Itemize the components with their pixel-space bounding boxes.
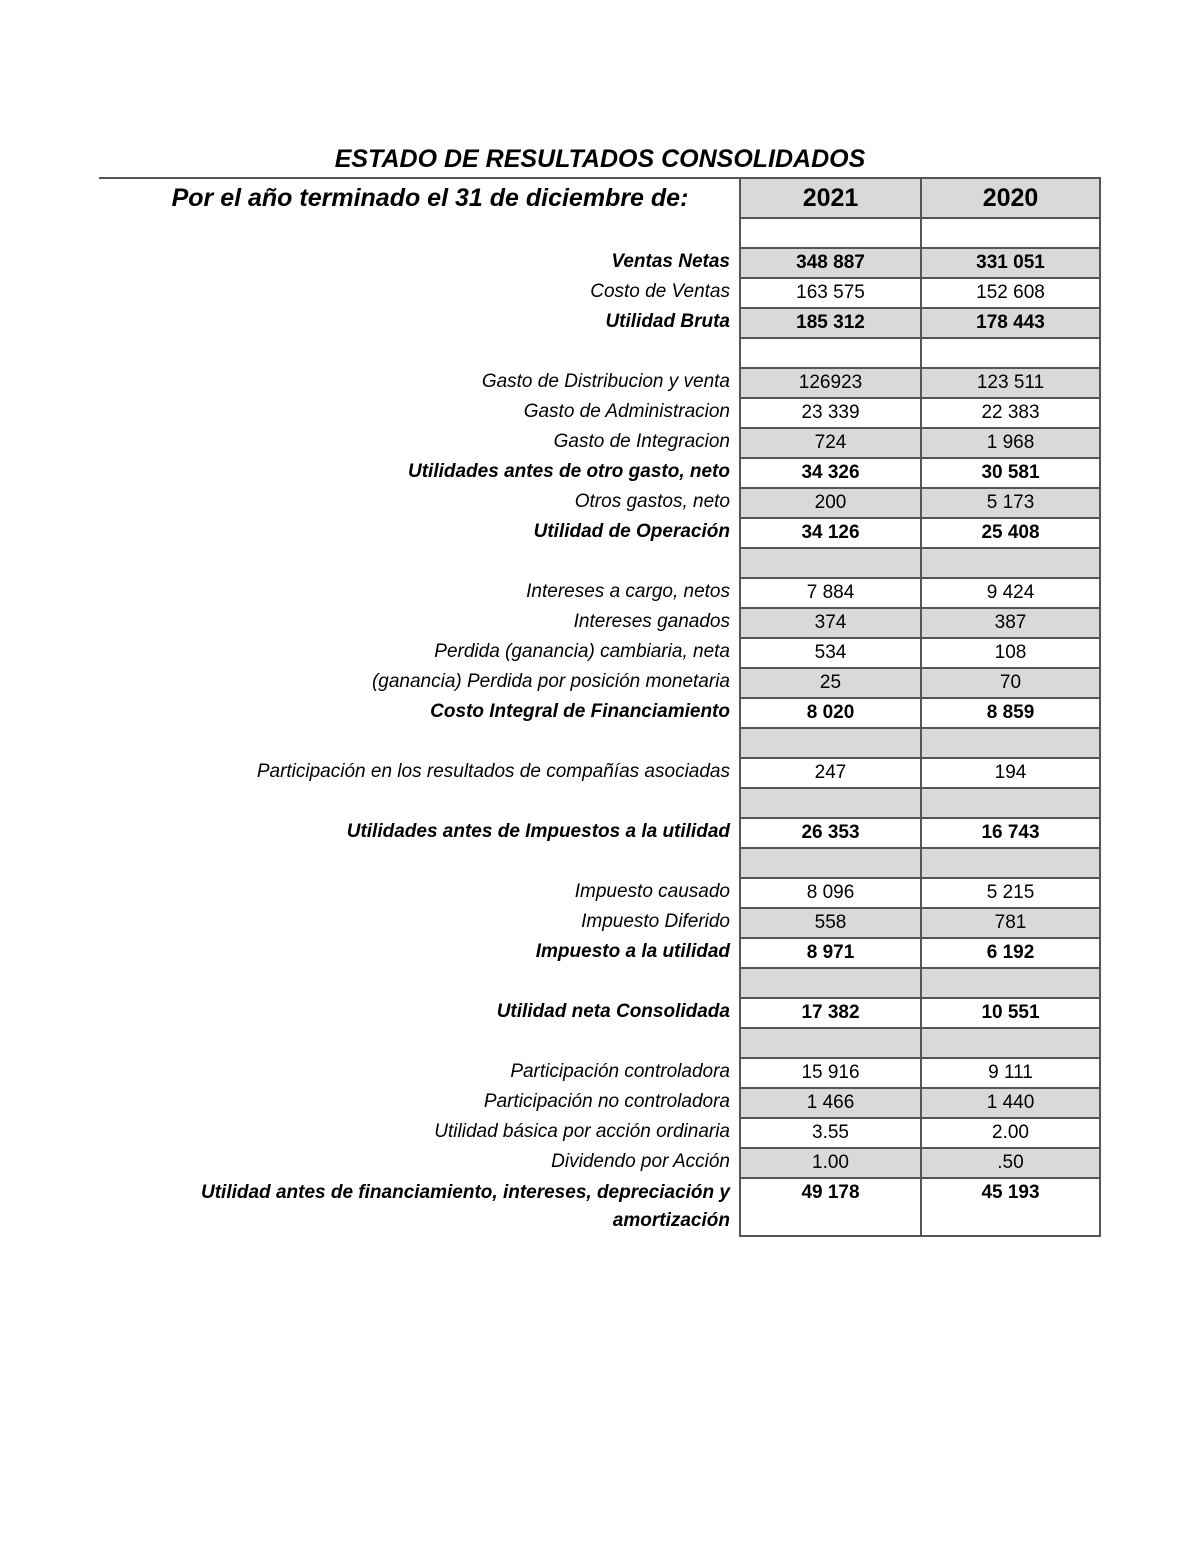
- value-2021: 558: [739, 909, 920, 937]
- value-2021: 26 353: [739, 819, 920, 847]
- row-label: Dividendo por Acción: [551, 1151, 730, 1172]
- table-row: [739, 489, 1101, 519]
- row-label: Otros gastos, neto: [574, 491, 730, 512]
- table-row: [739, 459, 1101, 489]
- value-2020: 194: [920, 759, 1101, 787]
- value-2021: 348 887: [739, 249, 920, 277]
- value-2021: [739, 849, 920, 877]
- row-label: Gasto de Integracion: [553, 431, 730, 452]
- value-2021: 17 382: [739, 999, 920, 1027]
- value-2020: 10 551: [920, 999, 1101, 1027]
- row-label: Utilidad de Operación: [533, 521, 730, 542]
- value-2021: 1.00: [739, 1149, 920, 1177]
- row-label: Impuesto causado: [574, 881, 730, 902]
- table-row: [739, 279, 1101, 309]
- table-row: [739, 819, 1101, 849]
- value-2021: [739, 1029, 920, 1057]
- table-row: [739, 909, 1101, 939]
- value-2021: [739, 729, 920, 757]
- value-2021: [739, 789, 920, 817]
- year-header-2021: 2021: [739, 179, 920, 217]
- table-row: [739, 729, 1101, 759]
- value-2020: 5 215: [920, 879, 1101, 907]
- value-2021: [739, 219, 920, 247]
- row-label: Utilidad Bruta: [605, 311, 730, 332]
- value-2020: 331 051: [920, 249, 1101, 277]
- row-label: Costo Integral de Financiamiento: [430, 701, 730, 722]
- value-2021: 34 126: [739, 519, 920, 547]
- table-row: [739, 519, 1101, 549]
- table-row: [739, 429, 1101, 459]
- row-label: Gasto de Distribucion y venta: [481, 371, 730, 392]
- table-row: [739, 1149, 1101, 1179]
- row-label: [99, 547, 730, 577]
- row-label: Impuesto a la utilidad: [535, 941, 730, 962]
- value-2021: [739, 339, 920, 367]
- value-2021: 8 020: [739, 699, 920, 727]
- value-2020: 9 424: [920, 579, 1101, 607]
- value-2020: [920, 789, 1101, 817]
- value-2020: [920, 1029, 1101, 1057]
- table-row: [739, 579, 1101, 609]
- table-row: [739, 939, 1101, 969]
- value-2020: 5 173: [920, 489, 1101, 517]
- value-2020: 8 859: [920, 699, 1101, 727]
- table-row: [739, 999, 1101, 1029]
- value-2020: [920, 849, 1101, 877]
- table-row: [739, 1059, 1101, 1089]
- value-2021: 3.55: [739, 1119, 920, 1147]
- table-row: [739, 1119, 1101, 1149]
- table-row: [739, 789, 1101, 819]
- value-2020: 387: [920, 609, 1101, 637]
- year-header-2020: 2020: [920, 179, 1101, 217]
- value-2021: 1 466: [739, 1089, 920, 1117]
- table-row: [739, 399, 1101, 429]
- table-row: [739, 759, 1101, 789]
- row-label: [99, 967, 730, 997]
- table-row: [739, 609, 1101, 639]
- table-row: [739, 549, 1101, 579]
- row-label: Impuesto Diferido: [581, 911, 730, 932]
- value-2020: 123 511: [920, 369, 1101, 397]
- period-label: Por el año terminado el 31 de diciembre de:: [171, 184, 689, 212]
- row-label: [99, 847, 730, 877]
- table-row: [739, 1089, 1101, 1119]
- table-row: [739, 639, 1101, 669]
- value-2020: 108: [920, 639, 1101, 667]
- row-label: Perdida (ganancia) cambiaria, neta: [434, 641, 730, 662]
- value-2020: 152 608: [920, 279, 1101, 307]
- row-label: [99, 1027, 730, 1057]
- row-label: Gasto de Administracion: [523, 401, 730, 422]
- row-label: Participación no controladora: [483, 1091, 730, 1112]
- table-row: [739, 1029, 1101, 1059]
- row-label: Participación controladora: [510, 1061, 730, 1082]
- value-2020: 45 193: [920, 1179, 1101, 1235]
- value-2021: 374: [739, 609, 920, 637]
- row-label: Costo de Ventas: [590, 281, 730, 302]
- value-2020: 1 968: [920, 429, 1101, 457]
- value-2021: 8 971: [739, 939, 920, 967]
- value-2021: 7 884: [739, 579, 920, 607]
- year-header-row: [739, 179, 1101, 219]
- value-2020: 25 408: [920, 519, 1101, 547]
- row-label: [99, 337, 730, 367]
- row-label: Participación en los resultados de compañías asociadas: [256, 761, 730, 782]
- table-row: [739, 249, 1101, 279]
- value-2020: 1 440: [920, 1089, 1101, 1117]
- table-row: [739, 369, 1101, 399]
- value-2020: [920, 549, 1101, 577]
- row-labels: [99, 217, 730, 1235]
- value-2020: 178 443: [920, 309, 1101, 337]
- row-label: [99, 727, 730, 757]
- value-2020: 9 111: [920, 1059, 1101, 1087]
- value-2021: 200: [739, 489, 920, 517]
- row-label: (ganancia) Perdida por posición monetaria: [371, 671, 730, 692]
- value-2021: 126923: [739, 369, 920, 397]
- table-row: [739, 849, 1101, 879]
- row-label: Utilidad básica por acción ordinaria: [434, 1121, 730, 1142]
- value-2021: 25: [739, 669, 920, 697]
- value-2021: 34 326: [739, 459, 920, 487]
- row-label: Utilidad neta Consolidada: [496, 1001, 730, 1022]
- value-2021: 185 312: [739, 309, 920, 337]
- value-2020: 22 383: [920, 399, 1101, 427]
- row-label: Intereses a cargo, netos: [526, 581, 730, 602]
- value-2020: [920, 219, 1101, 247]
- row-label: Ventas Netas: [611, 251, 730, 272]
- table-row: [739, 669, 1101, 699]
- value-2021: 8 096: [739, 879, 920, 907]
- value-2020: 16 743: [920, 819, 1101, 847]
- table-row: [739, 969, 1101, 999]
- value-2020: 30 581: [920, 459, 1101, 487]
- table-row: [739, 339, 1101, 369]
- value-2020: 70: [920, 669, 1101, 697]
- value-2020: [920, 339, 1101, 367]
- value-2021: [739, 969, 920, 997]
- value-2021: 23 339: [739, 399, 920, 427]
- values-grid: [739, 177, 1101, 1237]
- value-2021: 724: [739, 429, 920, 457]
- value-2020: 781: [920, 909, 1101, 937]
- table-row: [739, 699, 1101, 729]
- table-row: [739, 1179, 1101, 1237]
- row-label: Utilidades antes de Impuestos a la utilidad: [346, 821, 730, 842]
- value-2020: 2.00: [920, 1119, 1101, 1147]
- table-row: [739, 309, 1101, 339]
- row-label: [99, 217, 730, 247]
- value-2020: 6 192: [920, 939, 1101, 967]
- page-title: ESTADO DE RESULTADOS CONSOLIDADOS: [334, 145, 866, 173]
- value-2021: 534: [739, 639, 920, 667]
- value-2021: 15 916: [739, 1059, 920, 1087]
- row-label: [99, 787, 730, 817]
- value-2021: 49 178: [739, 1179, 920, 1235]
- table-row: [739, 879, 1101, 909]
- value-2020: [920, 969, 1101, 997]
- value-2021: [739, 549, 920, 577]
- value-2021: 247: [739, 759, 920, 787]
- row-label: Utilidad antes de financiamiento, intereses, depreciación y amortización: [201, 1182, 730, 1231]
- row-label: Intereses ganados: [573, 611, 730, 632]
- value-2020: .50: [920, 1149, 1101, 1177]
- value-2020: [920, 729, 1101, 757]
- row-label: Utilidades antes de otro gasto, neto: [408, 461, 730, 482]
- table-row: [739, 219, 1101, 249]
- value-2021: 163 575: [739, 279, 920, 307]
